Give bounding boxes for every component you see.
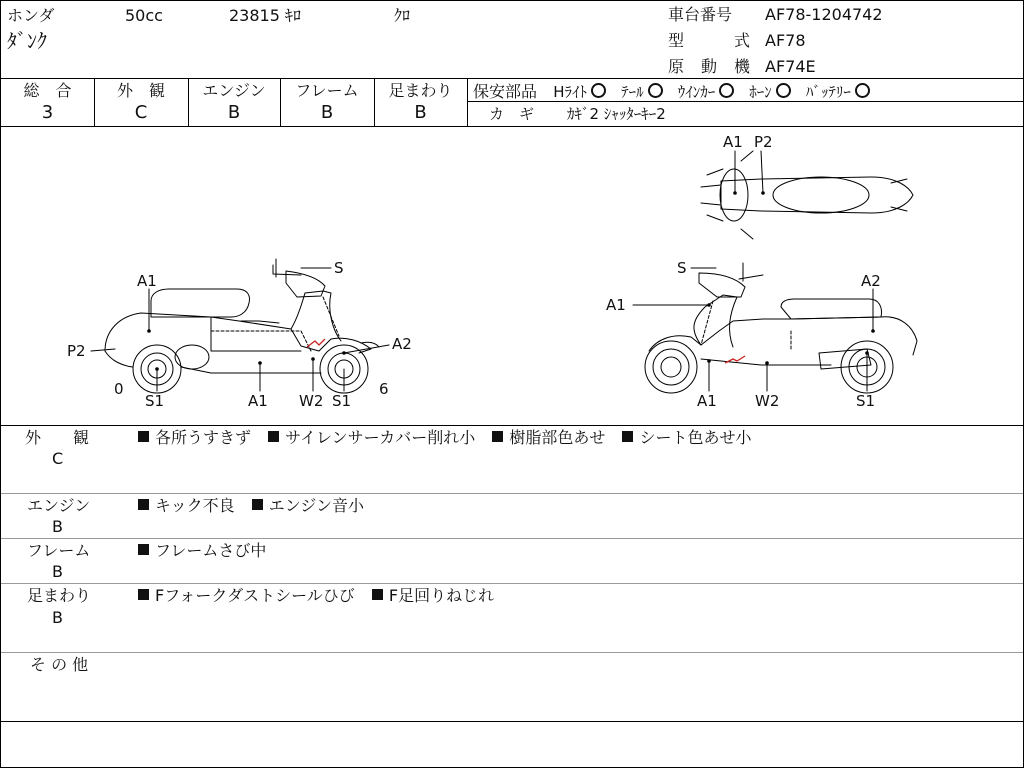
label-top-p2: P2 bbox=[754, 133, 773, 151]
safety-item-headlight: Hﾗｲﾄ bbox=[553, 83, 587, 101]
label-left-a1b: A1 bbox=[248, 392, 268, 410]
remark-grade-engine: B bbox=[52, 517, 63, 536]
frame-no-value: AF78-1204742 bbox=[765, 5, 883, 24]
engine-value: AF74E bbox=[765, 57, 816, 76]
label-right-s: S bbox=[677, 259, 687, 277]
engine-label-2: 動 bbox=[701, 57, 718, 76]
bullet-icon bbox=[252, 499, 263, 510]
grade-label-suspension: 足まわり bbox=[388, 81, 453, 100]
bullet-icon bbox=[138, 431, 149, 442]
type-label-2: 式 bbox=[734, 31, 751, 50]
maker: ホンダ bbox=[7, 6, 55, 25]
bullet-icon bbox=[138, 589, 149, 600]
remark-notes-exterior bbox=[138, 430, 752, 446]
remark-notes-suspension bbox=[138, 588, 494, 604]
grade-label-overall: 総 合 bbox=[23, 81, 72, 100]
label-right-a2: A2 bbox=[861, 272, 881, 290]
remark-grade-suspension: B bbox=[52, 608, 63, 627]
ok-circle-icon bbox=[591, 83, 606, 98]
remark-category-engine: エンジン bbox=[27, 496, 91, 515]
label-top-a1: A1 bbox=[723, 133, 743, 151]
safety-item-winker: ｳｲﾝｶｰ bbox=[677, 83, 716, 101]
ok-circle-icon bbox=[648, 83, 663, 98]
bullet-icon bbox=[492, 431, 503, 442]
grade-value-exterior: C bbox=[134, 102, 148, 123]
label-right-w2: W2 bbox=[755, 392, 780, 410]
key-value: ｶｷﾞ2 ｼｬｯﾀｰｷｰ2 bbox=[567, 105, 666, 123]
remark-notes-frame bbox=[138, 543, 266, 559]
safety-parts bbox=[473, 83, 880, 100]
grade-label-frame: フレーム bbox=[295, 81, 359, 100]
rule bbox=[1, 583, 1023, 584]
frame-no-label: 車台番号 bbox=[668, 5, 733, 24]
label-right-s1: S1 bbox=[856, 392, 876, 410]
bullet-icon bbox=[138, 544, 149, 555]
rule bbox=[1, 538, 1023, 539]
label-left-p2: P2 bbox=[67, 342, 86, 360]
note: キック不良 bbox=[155, 496, 235, 515]
engine-label-3: 機 bbox=[734, 57, 751, 76]
ok-circle-icon bbox=[855, 83, 870, 98]
grade-value-suspension: B bbox=[414, 102, 427, 123]
grade-value-overall: 3 bbox=[41, 102, 54, 123]
remark-notes-engine bbox=[138, 498, 364, 514]
grade-label-exterior: 外 観 bbox=[116, 81, 165, 100]
label-left-a2: A2 bbox=[392, 335, 412, 353]
note: フレームさび中 bbox=[155, 541, 267, 560]
damage-diagram bbox=[1, 127, 1023, 425]
bullet-icon bbox=[622, 431, 633, 442]
model-name: ﾀﾞﾝｸ bbox=[7, 29, 47, 53]
grade-value-engine: B bbox=[227, 102, 241, 123]
bullet-icon bbox=[138, 499, 149, 510]
mileage: 23815 ｷﾛ bbox=[229, 6, 301, 25]
rule bbox=[467, 78, 468, 126]
grade-value-frame: B bbox=[320, 102, 334, 123]
remark-grade-exterior: C bbox=[52, 449, 64, 468]
label-left-s: S bbox=[334, 259, 344, 277]
note: シート色あせ小 bbox=[639, 428, 752, 447]
remark-category-other: そ の 他 bbox=[30, 655, 89, 674]
displacement: 50cc bbox=[125, 6, 163, 25]
note: 樹脂部色あせ bbox=[509, 428, 606, 447]
remark-category-exterior: 外 観 bbox=[25, 428, 90, 447]
label-right-a1b: A1 bbox=[697, 392, 717, 410]
note: F足回りねじれ bbox=[388, 586, 495, 605]
engine-label-1: 原 bbox=[668, 57, 685, 76]
rule bbox=[1, 652, 1023, 653]
label-left-w2: W2 bbox=[299, 392, 324, 410]
label-left-zero: 0 bbox=[114, 380, 124, 398]
label-left-s1b: S1 bbox=[332, 392, 352, 410]
note: サイレンサーカバー削れ小 bbox=[285, 428, 476, 447]
ok-circle-icon bbox=[776, 83, 791, 98]
color: ｸﾛ bbox=[394, 6, 411, 25]
grade-label-engine: エンジン bbox=[202, 81, 266, 100]
label-left-six: 6 bbox=[379, 380, 389, 398]
bullet-icon bbox=[268, 431, 279, 442]
remark-category-frame: フレーム bbox=[27, 541, 91, 560]
damage-dots bbox=[147, 191, 875, 371]
safety-item-battery: ﾊﾞｯﾃﾘｰ bbox=[805, 83, 851, 101]
ok-circle-icon bbox=[719, 83, 734, 98]
rule bbox=[1, 78, 1023, 79]
bullet-icon bbox=[372, 589, 383, 600]
rule bbox=[1, 493, 1023, 494]
safety-item-horn: ﾎｰﾝ bbox=[749, 83, 772, 101]
note: エンジン音小 bbox=[268, 496, 364, 515]
rule bbox=[1, 721, 1023, 722]
label-left-a1: A1 bbox=[137, 272, 157, 290]
remark-category-suspension: 足まわり bbox=[27, 586, 92, 605]
rule bbox=[1, 425, 1023, 426]
type-label-1: 型 bbox=[668, 31, 685, 50]
note: 各所うすきず bbox=[155, 428, 252, 447]
safety-title: 保安部品 bbox=[473, 82, 538, 101]
remark-grade-frame: B bbox=[52, 562, 63, 581]
note: Fフォークダストシールひび bbox=[155, 586, 355, 605]
rule bbox=[467, 101, 1023, 102]
type-value: AF78 bbox=[765, 31, 806, 50]
key-label: カ ギ bbox=[489, 105, 535, 123]
label-left-s1a: S1 bbox=[145, 392, 165, 410]
label-right-a1: A1 bbox=[606, 296, 626, 314]
scooter-top-view bbox=[701, 151, 913, 239]
safety-item-tail: ﾃｰﾙ bbox=[621, 83, 644, 101]
